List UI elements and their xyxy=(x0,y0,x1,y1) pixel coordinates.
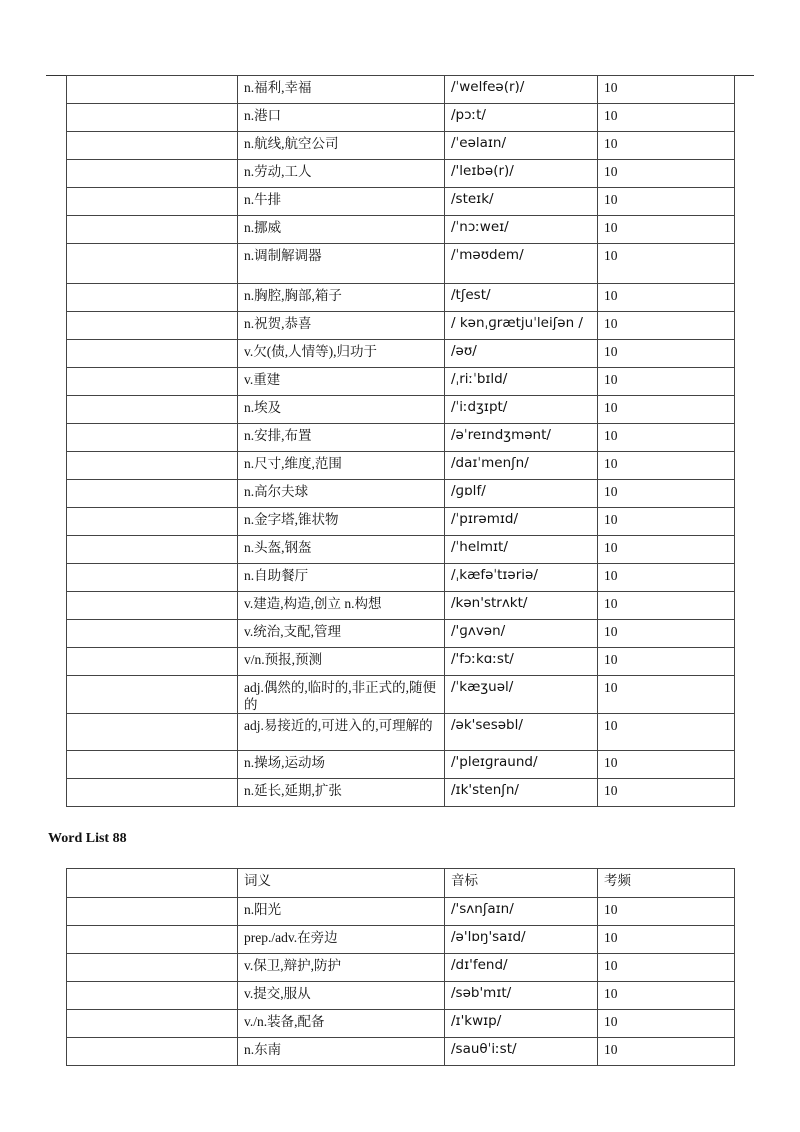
table-row xyxy=(67,564,735,592)
word-list-heading: Word List 88 xyxy=(48,831,127,846)
frequency-cell: 10 xyxy=(598,779,735,807)
word-cell xyxy=(67,982,238,1010)
table-row xyxy=(67,312,735,340)
frequency-cell: 10 xyxy=(598,592,735,620)
phonetic-cell: /daɪˈmenʃn/ xyxy=(445,452,598,480)
frequency-cell: 10 xyxy=(598,188,735,216)
word-cell xyxy=(67,536,238,564)
table-row xyxy=(67,160,735,188)
meaning-cell: n.东南 xyxy=(238,1038,445,1066)
table-row xyxy=(67,676,735,714)
word-cell xyxy=(67,480,238,508)
table-row xyxy=(67,424,735,452)
meaning-cell: v.欠(债,人情等),归功于 xyxy=(238,340,445,368)
header-word-cell xyxy=(67,869,238,898)
frequency-cell: 10 xyxy=(598,508,735,536)
table-row xyxy=(67,480,735,508)
meaning-cell: n.阳光 xyxy=(238,898,445,926)
word-cell xyxy=(67,368,238,396)
table-row xyxy=(67,751,735,779)
word-cell xyxy=(67,340,238,368)
meaning-cell: n.胸腔,胸部,箱子 xyxy=(238,284,445,312)
phonetic-cell: /əˈreɪndʒmənt/ xyxy=(445,424,598,452)
phonetic-cell: / kənˌɡrætjuˈleiʃən / xyxy=(445,312,598,340)
meaning-cell: n.延长,延期,扩张 xyxy=(238,779,445,807)
frequency-cell: 10 xyxy=(598,452,735,480)
table-row xyxy=(67,104,735,132)
meaning-cell: v./n.装备,配备 xyxy=(238,1010,445,1038)
phonetic-cell: /əʊ/ xyxy=(445,340,598,368)
frequency-cell: 10 xyxy=(598,244,735,284)
word-cell xyxy=(67,188,238,216)
phonetic-cell: /steɪk/ xyxy=(445,188,598,216)
frequency-cell: 10 xyxy=(598,620,735,648)
phonetic-cell: /ˈiːdʒɪpt/ xyxy=(445,396,598,424)
table-row xyxy=(67,1010,735,1038)
meaning-cell: n.操场,运动场 xyxy=(238,751,445,779)
table-row xyxy=(67,76,735,104)
table-row xyxy=(67,620,735,648)
word-cell xyxy=(67,564,238,592)
table-row xyxy=(67,396,735,424)
table-row xyxy=(67,1038,735,1066)
phonetic-cell: /ˈwelfeə(r)/ xyxy=(445,76,598,104)
phonetic-cell: /ˈkæʒuəl/ xyxy=(445,676,598,714)
frequency-cell: 10 xyxy=(598,368,735,396)
header-phonetic: 音标 xyxy=(445,869,598,898)
frequency-cell: 10 xyxy=(598,954,735,982)
table-row xyxy=(67,648,735,676)
meaning-cell: n.挪威 xyxy=(238,216,445,244)
phonetic-cell: /ˌkæfəˈtɪəriə/ xyxy=(445,564,598,592)
word-cell xyxy=(67,954,238,982)
frequency-cell: 10 xyxy=(598,1038,735,1066)
word-cell xyxy=(67,284,238,312)
phonetic-cell: /ɪk'stenʃn/ xyxy=(445,779,598,807)
frequency-cell: 10 xyxy=(598,216,735,244)
meaning-cell: v/n.预报,预测 xyxy=(238,648,445,676)
frequency-cell: 10 xyxy=(598,751,735,779)
meaning-cell: prep./adv.在旁边 xyxy=(238,926,445,954)
table-row xyxy=(67,508,735,536)
phonetic-cell: /kən'strʌkt/ xyxy=(445,592,598,620)
meaning-cell: n.调制解调器 xyxy=(238,244,445,284)
meaning-cell: n.头盔,钢盔 xyxy=(238,536,445,564)
meaning-cell: v.保卫,辩护,防护 xyxy=(238,954,445,982)
vocab-table-1-body xyxy=(67,76,735,807)
header-frequency: 考频 xyxy=(598,869,735,898)
table-row xyxy=(67,188,735,216)
frequency-cell: 10 xyxy=(598,104,735,132)
table-row xyxy=(67,714,735,751)
meaning-cell: n.埃及 xyxy=(238,396,445,424)
frequency-cell: 10 xyxy=(598,564,735,592)
vocab-table-2-body xyxy=(67,898,735,1066)
phonetic-cell: /'ɡʌvən/ xyxy=(445,620,598,648)
phonetic-cell: /ək'sesəbl/ xyxy=(445,714,598,751)
word-cell xyxy=(67,1010,238,1038)
phonetic-cell: /ˈnɔːweɪ/ xyxy=(445,216,598,244)
phonetic-cell: /ˈhelmɪt/ xyxy=(445,536,598,564)
frequency-cell: 10 xyxy=(598,536,735,564)
phonetic-cell: /dɪ'fend/ xyxy=(445,954,598,982)
table-row xyxy=(67,284,735,312)
header-meaning: 词义 xyxy=(238,869,445,898)
word-cell xyxy=(67,76,238,104)
meaning-cell: n.港口 xyxy=(238,104,445,132)
frequency-cell: 10 xyxy=(598,424,735,452)
table-row xyxy=(67,216,735,244)
word-cell xyxy=(67,216,238,244)
meaning-cell: v.建造,构造,创立 n.构想 xyxy=(238,592,445,620)
word-cell xyxy=(67,244,238,284)
meaning-cell: n.高尔夫球 xyxy=(238,480,445,508)
meaning-cell: n.金字塔,锥状物 xyxy=(238,508,445,536)
meaning-cell: adj.偶然的,临时的,非正式的,随便的 xyxy=(238,676,445,714)
word-cell xyxy=(67,592,238,620)
frequency-cell: 10 xyxy=(598,714,735,751)
phonetic-cell: /'leɪbə(r)/ xyxy=(445,160,598,188)
table-row xyxy=(67,982,735,1010)
meaning-cell: n.安排,布置 xyxy=(238,424,445,452)
frequency-cell: 10 xyxy=(598,982,735,1010)
word-cell xyxy=(67,898,238,926)
word-cell xyxy=(67,926,238,954)
table-row xyxy=(67,368,735,396)
phonetic-cell: /sauθˈiːst/ xyxy=(445,1038,598,1066)
frequency-cell: 10 xyxy=(598,312,735,340)
word-cell xyxy=(67,648,238,676)
word-cell xyxy=(67,312,238,340)
table-row xyxy=(67,779,735,807)
table-row xyxy=(67,452,735,480)
phonetic-cell: /ˈməʊdem/ xyxy=(445,244,598,284)
frequency-cell: 10 xyxy=(598,676,735,714)
word-cell xyxy=(67,751,238,779)
phonetic-cell: /ɡɒlf/ xyxy=(445,480,598,508)
frequency-cell: 10 xyxy=(598,76,735,104)
table-row xyxy=(67,132,735,160)
frequency-cell: 10 xyxy=(598,480,735,508)
table-row xyxy=(67,898,735,926)
meaning-cell: n.福利,幸福 xyxy=(238,76,445,104)
word-cell xyxy=(67,779,238,807)
phonetic-cell: /ˈeəlaɪn/ xyxy=(445,132,598,160)
word-cell xyxy=(67,424,238,452)
meaning-cell: n.牛排 xyxy=(238,188,445,216)
table-row xyxy=(67,592,735,620)
phonetic-cell: /ɪ'kwɪp/ xyxy=(445,1010,598,1038)
vocab-table-2 xyxy=(66,868,735,1066)
frequency-cell: 10 xyxy=(598,396,735,424)
table-row xyxy=(67,926,735,954)
meaning-cell: n.劳动,工人 xyxy=(238,160,445,188)
frequency-cell: 10 xyxy=(598,284,735,312)
phonetic-cell: /ə'lɒŋ'saɪd/ xyxy=(445,926,598,954)
frequency-cell: 10 xyxy=(598,340,735,368)
word-cell xyxy=(67,396,238,424)
word-cell xyxy=(67,1038,238,1066)
meaning-cell: adj.易接近的,可进入的,可理解的 xyxy=(238,714,445,751)
meaning-cell: v.统治,支配,管理 xyxy=(238,620,445,648)
word-cell xyxy=(67,714,238,751)
phonetic-cell: /pɔːt/ xyxy=(445,104,598,132)
frequency-cell: 10 xyxy=(598,1010,735,1038)
phonetic-cell: /səb'mɪt/ xyxy=(445,982,598,1010)
table-row xyxy=(67,536,735,564)
phonetic-cell: /ˈpɪrəmɪd/ xyxy=(445,508,598,536)
meaning-cell: v.提交,服从 xyxy=(238,982,445,1010)
phonetic-cell: /'fɔːkɑːst/ xyxy=(445,648,598,676)
meaning-cell: n.自助餐厅 xyxy=(238,564,445,592)
frequency-cell: 10 xyxy=(598,926,735,954)
meaning-cell: v.重建 xyxy=(238,368,445,396)
meaning-cell: n.祝贺,恭喜 xyxy=(238,312,445,340)
phonetic-cell: /'sʌnʃaɪn/ xyxy=(445,898,598,926)
table-header-row xyxy=(67,869,735,898)
word-cell xyxy=(67,132,238,160)
frequency-cell: 10 xyxy=(598,898,735,926)
word-cell xyxy=(67,104,238,132)
table-row xyxy=(67,954,735,982)
word-cell xyxy=(67,676,238,714)
frequency-cell: 10 xyxy=(598,160,735,188)
frequency-cell: 10 xyxy=(598,132,735,160)
meaning-cell: n.航线,航空公司 xyxy=(238,132,445,160)
word-cell xyxy=(67,620,238,648)
table-row xyxy=(67,244,735,284)
word-cell xyxy=(67,452,238,480)
phonetic-cell: /tʃest/ xyxy=(445,284,598,312)
meaning-cell: n.尺寸,维度,范围 xyxy=(238,452,445,480)
vocab-table-1 xyxy=(66,75,735,807)
word-cell xyxy=(67,508,238,536)
frequency-cell: 10 xyxy=(598,648,735,676)
table-row xyxy=(67,340,735,368)
word-cell xyxy=(67,160,238,188)
phonetic-cell: /'pleɪɡraund/ xyxy=(445,751,598,779)
phonetic-cell: /ˌriːˈbɪld/ xyxy=(445,368,598,396)
